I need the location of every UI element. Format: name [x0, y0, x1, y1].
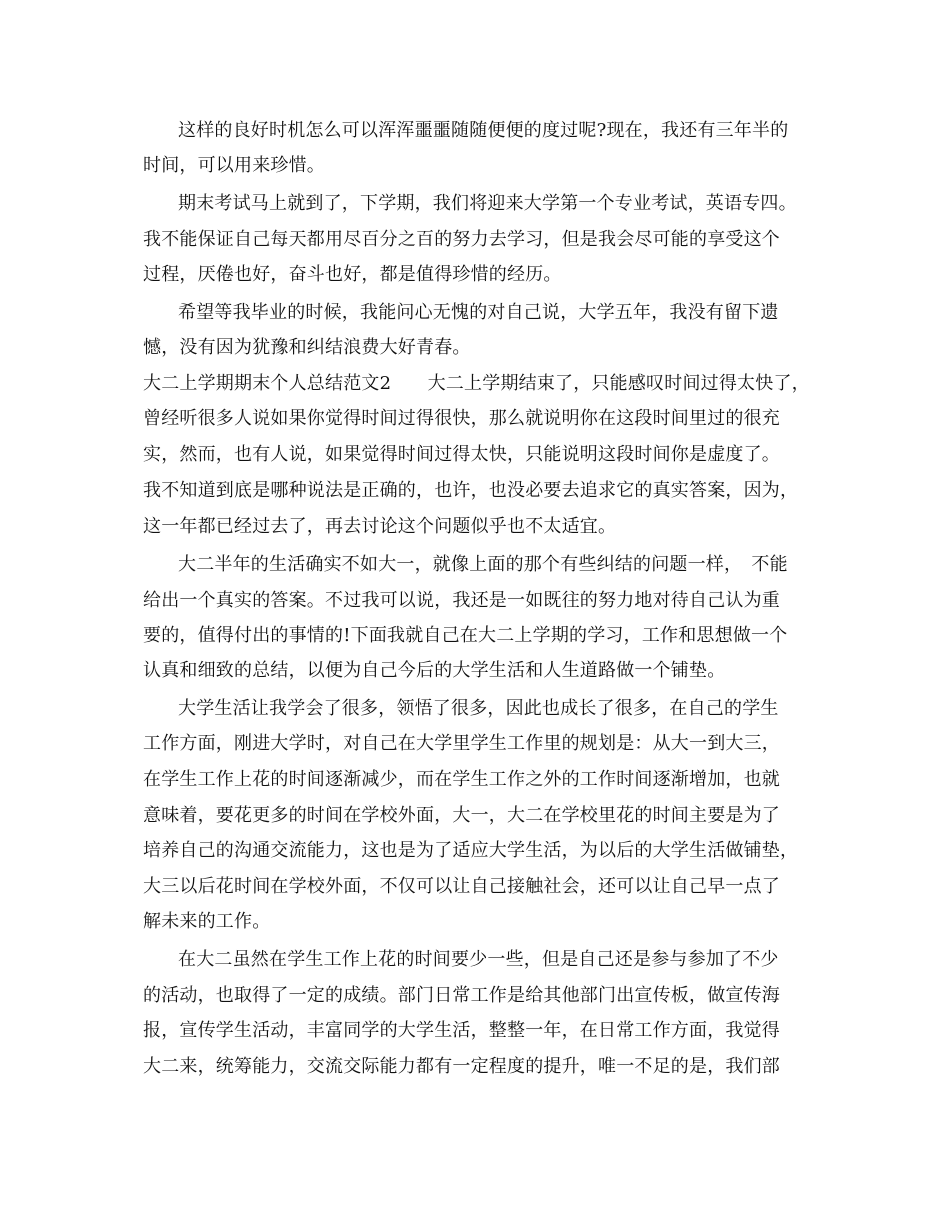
text-line: 实，然而，也有人说，如果觉得时间过得太快，只能说明这段时间你是虚度了。 [143, 444, 780, 465]
text-line: 过程，厌倦也好，奋斗也好，都是值得珍惜的经历。 [143, 264, 562, 285]
text-line: 解未来的工作。 [143, 911, 271, 932]
text-line: 这样的良好时机怎么可以浑浑噩噩随随便便的度过呢?现在，我还有三年半的 [178, 120, 789, 141]
text-line: 憾，没有因为犹豫和纠结浪费大好青春。 [143, 337, 471, 358]
text-line: 在学生工作上花的时间逐渐减少，而在学生工作之外的工作时间逐渐增加，也就 [143, 769, 780, 790]
text-line: 大三以后花时间在学校外面，不仅可以让自己接触社会，还可以让自己早一点了 [143, 876, 780, 897]
text-line: 这一年都已经过去了，再去讨论这个问题似乎也不太适宜。 [143, 516, 617, 537]
text-line: 大二半年的生活确实不如大一，就像上面的那个有些纠结的问题一样， 不能 [178, 554, 788, 575]
text-line: 希望等我毕业的时候，我能问心无愧的对自己说，大学五年，我没有留下遗 [178, 302, 779, 323]
text-line: 我不知道到底是哪种说法是正确的，也许，也没必要去追求它的真实答案，因为， [143, 480, 799, 501]
text-line: 期末考试马上就到了，下学期，我们将迎来大学第一个专业考试，英语专四。 [178, 193, 797, 214]
text-line: 大学生活让我学会了很多，领悟了很多，因此也成长了很多，在自己的学生 [178, 698, 779, 719]
text-line: 认真和细致的总结，以便为自己今后的大学生活和人生道路做一个铺垫。 [143, 660, 726, 681]
text-line: 要的，值得付出的事情的!下面我就自己在大二上学期的学习，工作和思想做一个 [143, 625, 788, 646]
text-line: 大二来，统筹能力，交流交际能力都有一定程度的提升，唯一不足的是，我们部 [143, 1056, 780, 1077]
text-line: 的活动，也取得了一定的成绩。部门日常工作是给其他部门出宣传板，做宣传海 [143, 985, 780, 1006]
text-line: 报，宣传学生活动，丰富同学的大学生活，整整一年，在日常工作方面，我觉得 [143, 1020, 780, 1041]
text-line: 时间，可以用来珍惜。 [143, 155, 325, 176]
text-line: 意味着，要花更多的时间在学校外面，大一，大二在学校里花的时间主要是为了 [143, 805, 780, 826]
text-line: 曾经听很多人说如果你觉得时间过得很快，那么就说明你在这段时间里过的很充 [143, 408, 780, 429]
text-line: 给出一个真实的答案。不过我可以说，我还是一如既往的努力地对待自己认为重 [143, 590, 780, 611]
text-line: 在大二虽然在学生工作上花的时间要少一些，但是自己还是参与参加了不少 [178, 949, 779, 970]
text-line: 我不能保证自己每天都用尽百分之百的努力去学习，但是我会尽可能的享受这个 [143, 229, 780, 250]
text-line: 培养自己的沟通交流能力，这也是为了适应大学生活，为以后的大学生活做铺垫， [143, 840, 799, 861]
text-line: 大二上学期期末个人总结范文2 大二上学期结束了，只能感叹时间过得太快了， [143, 373, 810, 394]
text-line: 工作方面，刚进大学时，对自己在大学里学生工作里的规划是：从大一到大三， [143, 733, 780, 754]
